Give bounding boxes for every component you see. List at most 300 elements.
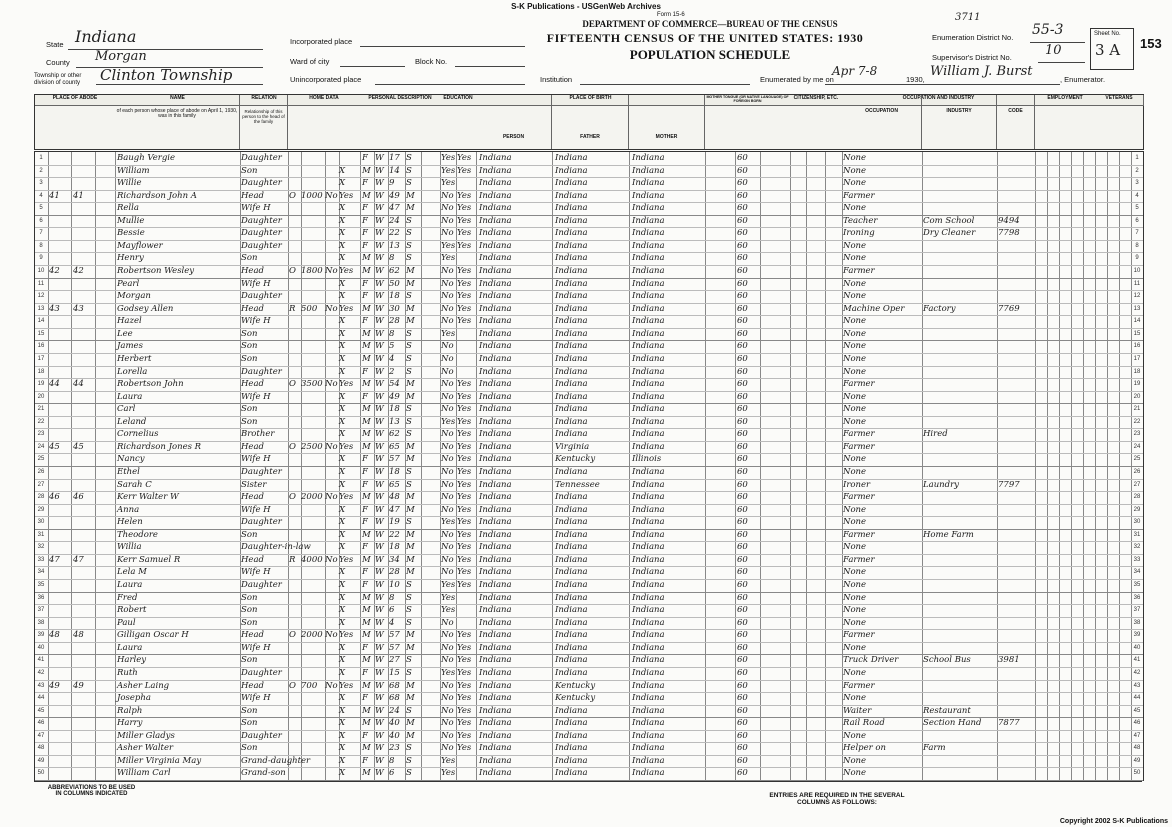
table-row	[35, 416, 1143, 430]
cell-radio	[325, 466, 339, 479]
cell-industry: School Bus	[923, 655, 971, 666]
cell-school: No	[441, 353, 454, 364]
cell-father: Kentucky	[555, 693, 596, 704]
table-row	[35, 541, 1143, 555]
cell-occupation: None	[843, 178, 867, 189]
cell-line: 8	[39, 242, 43, 249]
cell-line: 38	[37, 619, 45, 626]
cell-value	[301, 353, 325, 366]
cell-read: Yes	[457, 630, 472, 641]
cell-relation: Son	[241, 718, 258, 729]
cell-marital: S	[406, 605, 412, 616]
cell-marital: S	[406, 755, 412, 766]
cell-industry	[923, 252, 998, 265]
cell-occupation: None	[843, 240, 867, 251]
cell-line: 34	[37, 569, 45, 576]
cell-birth: Indiana	[479, 655, 512, 666]
cell-industry	[923, 202, 998, 215]
cell-line-right: 34	[1133, 569, 1141, 576]
cell-line: 43	[37, 682, 45, 689]
cell-line-right: 44	[1133, 695, 1141, 702]
cell-radio	[325, 278, 339, 291]
table-row	[35, 340, 1143, 354]
group-name: NAME	[115, 95, 241, 106]
cell-radio: No	[325, 266, 338, 277]
cell-family	[73, 767, 95, 780]
cell-farm: X	[339, 316, 346, 327]
cell-read: Yes	[457, 228, 472, 239]
cell-occupation: None	[843, 592, 867, 603]
entries-required-note: ENTRIES ARE REQUIRED IN THE SEVERAL COLUMNS AS FOLLOWS:	[769, 792, 905, 806]
cell-lang: 60	[737, 529, 748, 540]
cell-radio	[325, 617, 339, 630]
cell-sex: M	[362, 266, 371, 277]
cell-name: Theodore	[117, 529, 158, 540]
cell-age: 6	[389, 768, 395, 779]
cell-birth: Indiana	[479, 630, 512, 641]
cell-occupation: Ironer	[843, 479, 871, 490]
cell-code	[998, 529, 1034, 542]
cell-family	[73, 240, 95, 253]
cell-family	[73, 340, 95, 353]
cell-value	[301, 742, 325, 755]
cell-industry	[923, 554, 998, 567]
table-row	[35, 592, 1143, 606]
cell-dwelling	[49, 416, 71, 429]
cell-read: Yes	[457, 554, 472, 565]
cell-sex: M	[362, 429, 371, 440]
cell-line: 46	[37, 720, 45, 727]
cell-marital: S	[406, 517, 412, 528]
cell-occupation: None	[843, 454, 867, 465]
cell-line: 16	[37, 343, 45, 350]
cell-read: Yes	[457, 266, 472, 277]
cell-relation: Daughter	[241, 580, 282, 591]
cell-tenure	[289, 516, 301, 529]
cell-farm: X	[339, 693, 346, 704]
cell-line: 13	[37, 305, 45, 312]
cell-radio	[325, 215, 339, 228]
cell-value	[301, 215, 325, 228]
cell-age: 47	[389, 203, 400, 214]
footer	[34, 781, 1142, 820]
cell-value	[301, 240, 325, 253]
cell-marital: S	[406, 404, 412, 415]
cell-age: 23	[389, 743, 400, 754]
birth-mother-header: MOTHER	[629, 95, 705, 149]
cell-occupation: None	[843, 328, 867, 339]
cell-mother: Indiana	[632, 379, 665, 390]
cell-value	[301, 667, 325, 680]
cell-dwelling: 46	[49, 492, 60, 503]
cell-farm: X	[339, 542, 346, 553]
cell-code	[998, 353, 1034, 366]
group-occupation-industry: OCCUPATION AND INDUSTRY	[842, 95, 1036, 106]
cell-read: Yes	[457, 655, 472, 666]
cell-occupation: Waiter	[843, 705, 872, 716]
cell-industry	[923, 353, 998, 366]
cell-mother: Indiana	[632, 517, 665, 528]
cell-tenure: O	[289, 190, 296, 201]
cell-marital: S	[406, 328, 412, 339]
table-row	[35, 152, 1143, 166]
cell-value	[301, 604, 325, 617]
cell-name: Kerr Samuel R	[117, 554, 181, 565]
cell-dwelling	[49, 227, 71, 240]
cell-relation: Sister	[241, 479, 267, 490]
cell-marital: M	[406, 190, 415, 201]
cell-occupation: None	[843, 291, 867, 302]
cell-read: Yes	[457, 730, 472, 741]
cell-name: James	[117, 341, 143, 352]
cell-age: 13	[389, 416, 400, 427]
cell-sex: F	[362, 215, 368, 226]
cell-birth: Indiana	[479, 190, 512, 201]
cell-read: Yes	[457, 404, 472, 415]
cell-code: 7798	[998, 228, 1020, 239]
cell-family	[73, 654, 95, 667]
cell-father: Indiana	[555, 667, 588, 678]
cell-farm: Yes	[339, 303, 354, 314]
cell-read	[457, 353, 475, 366]
cell-industry: Farm	[923, 743, 946, 754]
cell-father: Indiana	[555, 768, 588, 779]
table-row	[35, 441, 1143, 455]
cell-line-right: 38	[1133, 619, 1141, 626]
cell-dwelling	[49, 366, 71, 379]
cell-line-right: 32	[1133, 544, 1141, 551]
cell-marital: S	[406, 341, 412, 352]
cell-dwelling	[49, 717, 71, 730]
cell-value	[301, 592, 325, 605]
cell-family	[73, 366, 95, 379]
cell-mother: Illinois	[632, 454, 662, 465]
cell-lang: 60	[737, 253, 748, 264]
cell-race: W	[375, 504, 384, 515]
cell-farm: X	[339, 253, 346, 264]
cell-farm: X	[339, 592, 346, 603]
cell-occupation: None	[843, 416, 867, 427]
cell-name: Harley	[117, 655, 147, 666]
cell-dwelling	[49, 479, 71, 492]
cell-lang: 60	[737, 630, 748, 641]
cell-occupation: None	[843, 278, 867, 289]
cell-dwelling: 49	[49, 680, 60, 691]
cell-line: 6	[39, 217, 43, 224]
cell-lang: 60	[737, 504, 748, 515]
enumeration-district-value: 55-3	[1032, 22, 1064, 38]
cell-race: W	[375, 429, 384, 440]
cell-farm: X	[339, 605, 346, 616]
cell-father: Indiana	[555, 429, 588, 440]
cell-value	[301, 566, 325, 579]
cell-tenure	[289, 177, 301, 190]
cell-read: Yes	[457, 203, 472, 214]
cell-birth: Indiana	[479, 642, 512, 653]
cell-read: Yes	[457, 379, 472, 390]
cell-mother: Indiana	[632, 554, 665, 565]
cell-radio	[325, 227, 339, 240]
cell-mother: Indiana	[632, 642, 665, 653]
cell-race: W	[375, 178, 384, 189]
cell-industry	[923, 604, 998, 617]
cell-marital: M	[406, 454, 415, 465]
cell-relation: Son	[241, 341, 258, 352]
cell-line: 4	[39, 192, 43, 199]
cell-family	[73, 403, 95, 416]
cell-occupation: Farmer	[843, 190, 875, 201]
table-row	[35, 252, 1143, 266]
table-row	[35, 692, 1143, 706]
cell-lang: 60	[737, 479, 748, 490]
cell-occupation: Farmer	[843, 266, 875, 277]
cell-father: Indiana	[555, 542, 588, 553]
cell-family	[73, 604, 95, 617]
cell-family	[73, 215, 95, 228]
cell-race: W	[375, 203, 384, 214]
cell-lang: 60	[737, 467, 748, 477]
cell-birth: Indiana	[479, 240, 512, 251]
cell-family	[73, 755, 95, 768]
cell-race: W	[375, 240, 384, 251]
cell-school: No	[441, 441, 454, 452]
cell-lang: 60	[737, 755, 748, 766]
cell-race: W	[375, 353, 384, 364]
table-row	[35, 767, 1143, 781]
cell-line: 21	[37, 406, 45, 413]
cell-industry	[923, 541, 998, 554]
cell-birth: Indiana	[479, 580, 512, 591]
cell-read: Yes	[457, 391, 472, 402]
cell-marital: M	[406, 542, 415, 553]
cell-line-right: 13	[1133, 305, 1141, 312]
cell-line-right: 14	[1133, 318, 1141, 325]
cell-father: Indiana	[555, 655, 588, 666]
cell-farm: X	[339, 429, 346, 440]
cell-code	[998, 278, 1034, 291]
cell-marital: M	[406, 693, 415, 704]
cell-line: 25	[37, 456, 45, 463]
cell-tenure	[289, 566, 301, 579]
cell-age: 57	[389, 642, 400, 653]
cell-name: Laura	[117, 642, 143, 653]
cell-farm: X	[339, 291, 346, 302]
cell-school: No	[441, 743, 454, 754]
cell-father: Indiana	[555, 278, 588, 289]
cell-line: 26	[37, 469, 45, 475]
cell-tenure: O	[289, 441, 296, 452]
cell-school: No	[441, 718, 454, 729]
cell-industry: Home Farm	[923, 529, 974, 540]
cell-mother: Indiana	[632, 592, 665, 603]
cell-radio: No	[325, 630, 338, 641]
cell-lang: 60	[737, 492, 748, 503]
cell-radio	[325, 366, 339, 379]
cell-school: Yes	[441, 667, 456, 678]
cell-lang: 60	[737, 153, 748, 163]
cell-radio	[325, 152, 339, 165]
cell-relation: Head	[241, 554, 264, 565]
cell-family: 49	[73, 680, 84, 691]
cell-birth: Indiana	[479, 416, 512, 427]
cell-name: Rella	[117, 203, 139, 214]
cell-read: Yes	[457, 278, 472, 289]
cell-tenure	[289, 252, 301, 265]
cell-sex: M	[362, 743, 371, 754]
cell-occupation: Farmer	[843, 429, 875, 440]
birth-father-header: FATHER	[552, 95, 629, 149]
cell-relation: Son	[241, 617, 258, 628]
cell-race: W	[375, 718, 384, 729]
cell-line-right: 10	[1133, 268, 1141, 275]
cell-line-right: 19	[1133, 381, 1141, 388]
cell-tenure	[289, 705, 301, 718]
cell-mother: Indiana	[632, 228, 665, 239]
cell-value	[301, 428, 325, 441]
cell-age: 8	[389, 328, 395, 339]
cell-age: 8	[389, 253, 395, 264]
cell-name: Willia	[117, 542, 142, 553]
cell-age: 62	[389, 266, 400, 277]
cell-race: W	[375, 529, 384, 540]
cell-radio	[325, 252, 339, 265]
cell-tenure	[289, 202, 301, 215]
cell-age: 22	[389, 529, 400, 540]
cell-sex: F	[362, 567, 368, 578]
cell-marital: S	[406, 153, 412, 163]
cell-dwelling	[49, 730, 71, 743]
cell-mother: Indiana	[632, 240, 665, 251]
table-row	[35, 654, 1143, 668]
cell-sex: F	[362, 240, 368, 251]
cell-code	[998, 566, 1034, 579]
cell-family: 46	[73, 492, 84, 503]
cell-marital: S	[406, 215, 412, 226]
cell-school: Yes	[441, 328, 456, 339]
cell-school: Yes	[441, 605, 456, 616]
state-value: Indiana	[75, 27, 137, 46]
cell-industry	[923, 328, 998, 341]
cell-farm: X	[339, 178, 346, 189]
cell-race: W	[375, 404, 384, 415]
cell-school: Yes	[441, 153, 456, 163]
cell-mother: Indiana	[632, 768, 665, 779]
cell-father: Virginia	[555, 441, 590, 452]
cell-mother: Indiana	[632, 253, 665, 264]
cell-mother: Indiana	[632, 303, 665, 314]
cell-father: Indiana	[555, 617, 588, 628]
cell-birth: Indiana	[479, 278, 512, 289]
cell-industry	[923, 240, 998, 253]
table-row	[35, 491, 1143, 505]
cell-school: No	[441, 693, 454, 704]
cell-read: Yes	[457, 454, 472, 465]
cell-industry	[923, 730, 998, 743]
cell-tenure	[289, 667, 301, 680]
cell-code: 7877	[998, 718, 1020, 729]
cell-school: No	[441, 303, 454, 314]
cell-occupation: Farmer	[843, 441, 875, 452]
cell-mother: Indiana	[632, 278, 665, 289]
table-row	[35, 403, 1143, 417]
cell-code	[998, 617, 1034, 630]
cell-mother: Indiana	[632, 655, 665, 666]
cell-line: 37	[37, 607, 45, 614]
cell-lang: 60	[737, 215, 748, 226]
cell-dwelling	[49, 466, 71, 479]
cell-farm: X	[339, 467, 346, 477]
cell-relation: Head	[241, 303, 264, 314]
cell-mother: Indiana	[632, 316, 665, 327]
cell-value: 700	[301, 680, 318, 691]
cell-read	[457, 328, 475, 341]
cell-value	[301, 252, 325, 265]
table-row	[35, 466, 1143, 480]
cell-sex: F	[362, 730, 368, 741]
group-employment: EMPLOYMENT	[1035, 95, 1096, 106]
cell-lang: 60	[737, 353, 748, 364]
cell-relation: Son	[241, 705, 258, 716]
cell-sex: F	[362, 291, 368, 302]
cell-relation: Grand-son	[241, 768, 286, 779]
cell-father: Indiana	[555, 353, 588, 364]
cell-farm: X	[339, 517, 346, 528]
cell-line-right: 47	[1133, 732, 1141, 739]
cell-sex: F	[362, 203, 368, 214]
cell-value	[301, 315, 325, 328]
cell-marital: S	[406, 178, 412, 189]
cell-radio	[325, 667, 339, 680]
cell-mother: Indiana	[632, 693, 665, 704]
cell-read: Yes	[457, 642, 472, 653]
cell-race: W	[375, 517, 384, 528]
cell-line: 20	[37, 393, 45, 400]
cell-occupation: None	[843, 341, 867, 352]
cell-code	[998, 403, 1034, 416]
cell-dwelling: 41	[49, 190, 60, 201]
cell-industry	[923, 453, 998, 466]
cell-line: 28	[37, 494, 45, 501]
cell-code	[998, 604, 1034, 617]
cell-code	[998, 667, 1034, 680]
cell-line: 42	[37, 669, 45, 676]
cell-line: 44	[37, 695, 45, 702]
cell-school: No	[441, 341, 454, 352]
cell-line-right: 16	[1133, 343, 1141, 350]
cell-occupation: None	[843, 366, 867, 377]
cell-read: Yes	[457, 693, 472, 704]
group-citizenship: CITIZENSHIP, ETC.	[790, 95, 843, 106]
cell-lang: 60	[737, 693, 748, 704]
table-row	[35, 215, 1143, 229]
cell-line: 9	[39, 255, 43, 262]
cell-line-right: 45	[1133, 707, 1141, 714]
cell-farm: X	[339, 165, 346, 176]
cell-farm: X	[339, 203, 346, 214]
cell-code: 7769	[998, 303, 1020, 314]
cell-birth: Indiana	[479, 366, 512, 377]
cell-radio	[325, 604, 339, 617]
cell-line-right: 15	[1133, 330, 1141, 337]
cell-lang: 60	[737, 554, 748, 565]
cell-industry	[923, 767, 998, 780]
cell-industry	[923, 340, 998, 353]
cell-value	[301, 403, 325, 416]
cell-marital: M	[406, 492, 415, 503]
cell-tenure	[289, 366, 301, 379]
cell-marital: S	[406, 705, 412, 716]
cell-family	[73, 278, 95, 291]
